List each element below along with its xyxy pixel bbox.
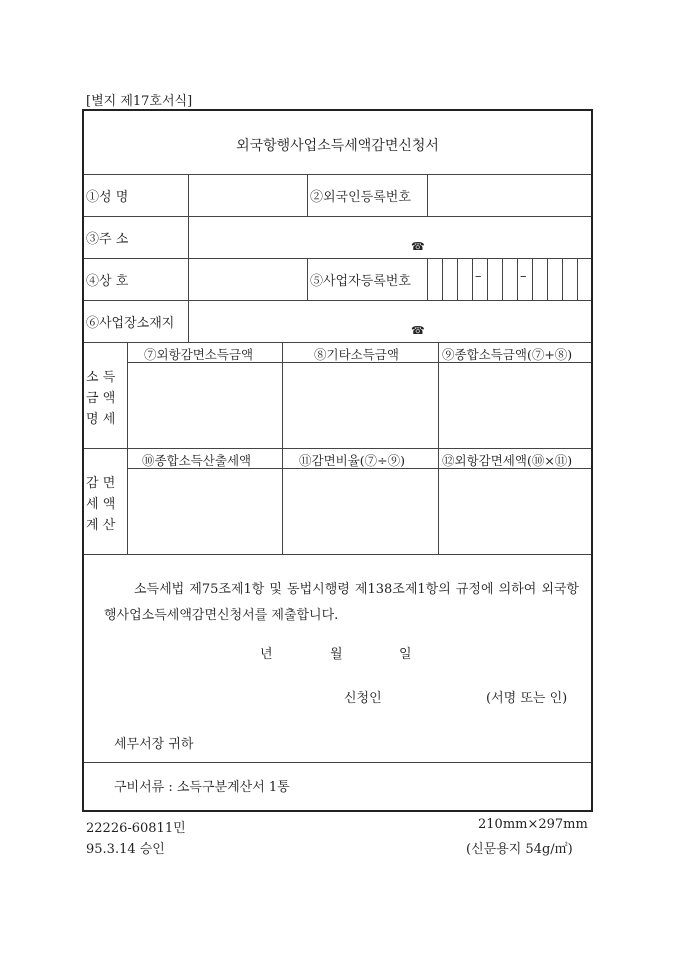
trade-name-label: ④상 호 xyxy=(86,274,129,289)
alien-registration-number-label: ②외국인등록번호 xyxy=(310,190,411,205)
divider xyxy=(84,554,591,555)
total-income-field[interactable] xyxy=(439,363,589,447)
divider xyxy=(84,762,591,763)
exempt-foreign-shipping-income-header: ⑦외항감면소득금액 xyxy=(144,347,254,362)
address-label: ③주 소 xyxy=(86,232,129,247)
recipient-label: 세무서장 귀하 xyxy=(114,737,194,752)
business-location-field[interactable] xyxy=(189,301,589,342)
form-number-label: [별지 제17호서식] xyxy=(86,94,193,109)
divider xyxy=(84,448,591,449)
business-registration-number-field[interactable] xyxy=(428,259,589,300)
signature-label: (서명 또는 인) xyxy=(486,691,568,706)
paper-type: (신문용지 54g/㎡) xyxy=(466,842,573,857)
applicant-label: 신청인 xyxy=(344,691,382,706)
form-title: 외국항행사업소득세액감면신청서 xyxy=(236,138,439,154)
trade-name-field[interactable] xyxy=(189,259,306,300)
application-form xyxy=(82,109,593,812)
name-label: ①성 명 xyxy=(86,190,129,205)
reduced-tax-header: ⑫외항감면세액(⑩×⑪) xyxy=(442,453,573,468)
required-documents: 구비서류 : 소득구분계산서 1통 xyxy=(114,780,290,795)
divider xyxy=(307,174,308,216)
other-income-field[interactable] xyxy=(283,363,437,447)
divider xyxy=(84,342,591,343)
paper-size: 210mm×297mm xyxy=(478,817,588,832)
form-code: 22226-60811민 xyxy=(86,821,186,836)
total-income-header: ⑨종합소득금액(⑦+⑧) xyxy=(442,347,573,362)
address-field[interactable] xyxy=(189,217,589,258)
approval-date: 95.3.14 승인 xyxy=(86,842,165,857)
other-income-header: ⑧기타소득금액 xyxy=(314,347,399,362)
date-day-label: 일 xyxy=(399,647,412,662)
business-registration-number-label: ⑤사업자등록번호 xyxy=(310,274,411,289)
reduction-ratio-header: ⑪감면비율(⑦÷⑨) xyxy=(299,453,406,468)
declaration-text: 소득세법 제75조제1항 및 동법시행령 제138조제1항의 규정에 의하여 외국항행사업소득세액감면신청서를 제출합니다. xyxy=(104,582,579,623)
computed-tax-field[interactable] xyxy=(128,469,281,553)
business-location-label: ⑥사업장소재지 xyxy=(86,316,175,331)
telephone-icon: ☎ xyxy=(411,324,425,337)
brn-separator: – xyxy=(520,269,527,284)
income-section-label: 소 득 금 액 명 세 xyxy=(86,370,116,427)
divider xyxy=(307,258,308,300)
brn-separator: – xyxy=(475,269,482,284)
reduced-tax-field[interactable] xyxy=(439,469,589,553)
date-month-label: 월 xyxy=(330,647,343,662)
name-field[interactable] xyxy=(189,175,306,216)
tax-reduction-section-label: 감 면 세 액 계 산 xyxy=(86,476,116,533)
telephone-icon: ☎ xyxy=(411,240,425,253)
reduction-ratio-field[interactable] xyxy=(283,469,437,553)
date-year-label: 년 xyxy=(260,647,273,662)
computed-tax-header: ⑩종합소득산출세액 xyxy=(142,453,252,468)
exempt-income-field[interactable] xyxy=(128,363,281,447)
alien-registration-number-field[interactable] xyxy=(428,175,589,216)
